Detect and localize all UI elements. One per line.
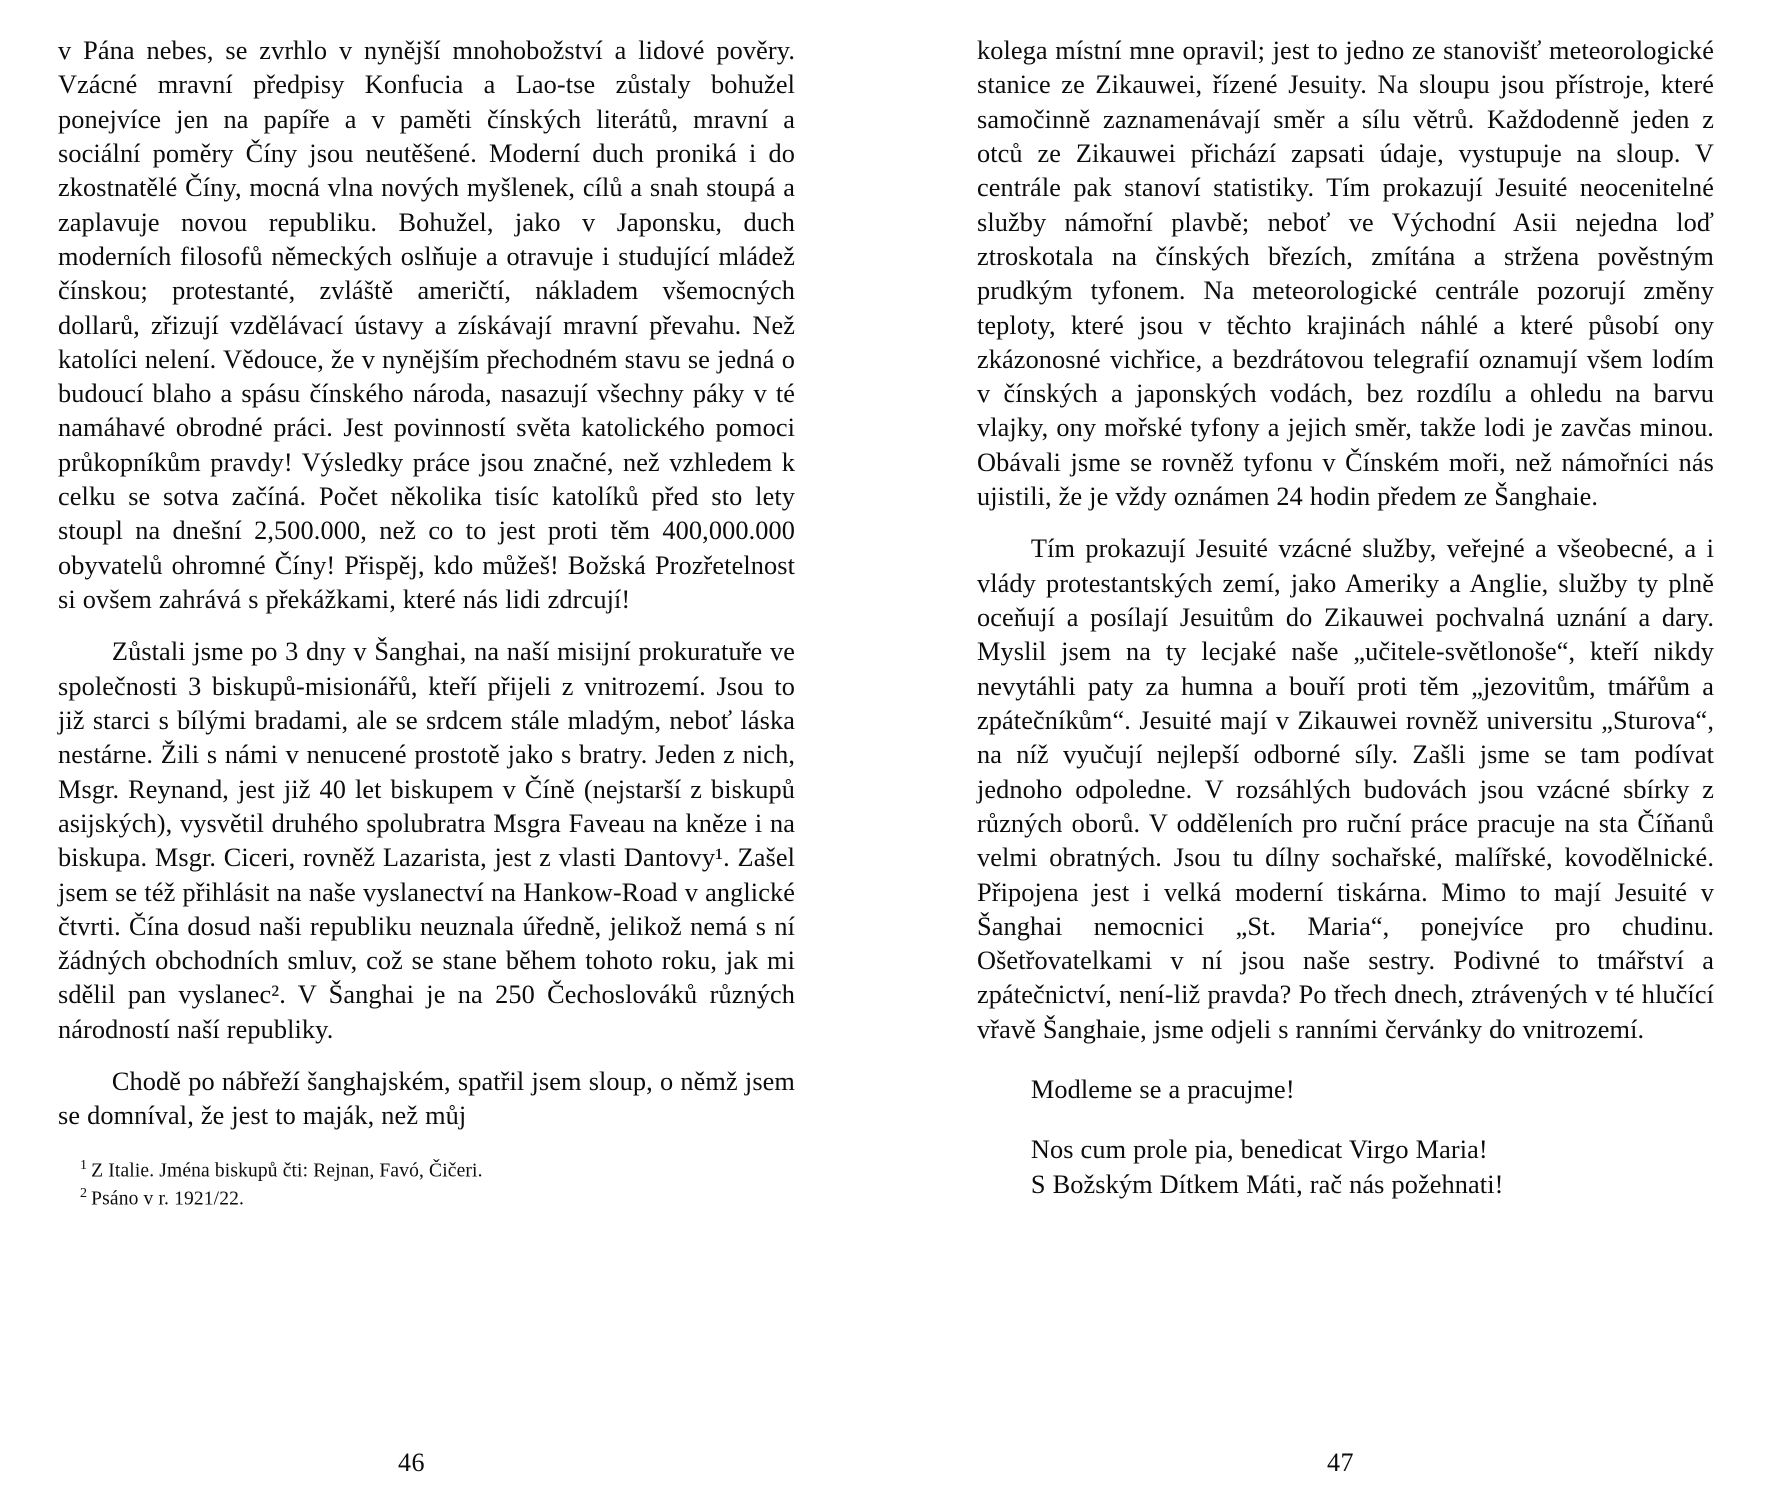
footnote-block — [58, 1156, 795, 1213]
footnote-item — [80, 1156, 795, 1184]
page-right — [887, 34, 1774, 1500]
paragraph-gap — [977, 1107, 1714, 1133]
footnote-marker: 2 — [80, 1185, 88, 1202]
paragraph: Zůstali jsme po 3 dny v Šanghai, na naší misijní prokuratuře ve společnosti 3 biskupů-misionářů, kteří přijeli z vnitrozemí. Jsou to již starci s bílými bradami, ale se srdcem stále mladým, neboť láska nestárne. Žili s námi v nenucené prostotě jako s bratry. Jeden z nich, Msgr. Reynand, jest již 40 let biskupem v Číně (nejstarší z biskupů asijských), vysvětil druhého spolubratra Msgra Faveau na kněze i na biskupa. Msgr. Ciceri, rovněž Lazarista, jest z vlasti Dantovy¹. Zašel jsem se též přihlásit na naše vyslanectví na Hankow-Road v anglické čtvrti. Čína dosud naši republiku neuznala úředně, jelikož nemá s ní žádných obchodních smluv, což se stane během tohoto roku, jak mi sdělil pan vyslanec². V Šanghai je na 250 Čechoslováků různých národností naší republiky. — [58, 637, 795, 1044]
paragraph: v Pána nebes, se zvrhlo v nynější mnohobožství a lidové pověry. Vzácné mravní předpisy Konfucia a Lao-tse zůstaly bohužel ponejvíce jen na papíře a v paměti čínských literátů, mravní a sociální poměry Číny jsou neutěšené. Moderní duch proniká i do zkostnatělé Číny, mocná vlna nových myšlenek, cílů a snah stoupá a zaplavuje novou republiku. Bohužel, jako v Japonsku, duch moderních filosofů německých oslňuje a otravuje i studující mládež čínskou; protestanté, zvláště američtí, nákladem všemocných dollarů, zřizují vzdělávací ústavy a získávají mravní převahu. Než katolíci nelení. Vědouce, že v nynějším přechodném stavu se jedná o budoucí blaho a spásu čínského národa, nasazují všechny páky v té namáhavé obrodné práci. Jest povinností světa katolického pomoci průkopníkům pravdy! Výsledky práce jsou značné, než vzhledem k celku se sotva začíná. Počet několika tisíc katolíků před sto lety stoupl na dnešní 2,500.000, než co to jest proti těm 400,000.000 obyvatelů ohromné Číny! Přispěj, kdo můžeš! Božská Prozřetelnost si ovšem zahrává s překážkami, které nás lidi zdrcují! — [58, 36, 795, 614]
page-number-left: 46 — [398, 1448, 425, 1477]
paragraph-gap — [977, 1047, 1714, 1073]
blessing-line: Nos cum prole pia, benedicat Virgo Maria! — [1030, 1135, 1488, 1165]
left-text-column — [58, 34, 795, 1448]
footnote-text: Psáno v r. 1921/22. — [91, 1188, 245, 1210]
blessing-line: S Božským Dítkem Máti, rač nás požehnati! — [1030, 1169, 1504, 1199]
closing-line: Modleme se a pracujme! — [1030, 1075, 1295, 1105]
paragraph: kolega místní mne opravil; jest to jedno ze stanovišť meteorologické stanice ze Zikauwei, řízené Jesuity. Na sloupu jsou přístroje, které samočinně zaznamenávají směr a sílu větrů. Každodenně jeden z otců ze Zikauwei přichází zapsati údaje, vystupuje na sloup. V centrále pak stanoví statistiky. Tím prokazují Jesuité neocenitelné služby námořní plavbě; neboť ve Východní Asii nejedna loď ztroskotala na čínských březích, zmítána a stržena pověstným prudkým tyfonem. Na meteorologické centrále pozorují změny teploty, které jsou v těchto krajinách náhlé a které působí ony zkázonosné vichřice, a bezdrátovou telegrafií oznamují všem lodím v čínských a japonských vodách, bez rozdílu a ohledu na barvu vlajky, ony mořské tyfony a jejich směr, takže lodi je zavčas minou. Obávali jsme se rovněž tyfonu v Čínském moři, než námořníci nás ujistili, že je vždy oznámen 24 hodin předem ze Šanghaie. — [977, 36, 1714, 512]
paragraph-gap — [58, 1047, 795, 1065]
paragraph: Chodě po nábřeží šanghajském, spatřil jsem sloup, o němž jsem se domníval, že jest to maják, než můj — [58, 1067, 795, 1131]
blessing-block — [977, 1133, 1714, 1202]
closing-block — [977, 1073, 1714, 1107]
paragraph-gap — [977, 514, 1714, 532]
right-text-column — [977, 34, 1714, 1448]
footnote-text: Z Italie. Jména biskupů čti: Rejnan, Favó, Čičeri. — [91, 1160, 483, 1182]
footnote-marker: 1 — [80, 1156, 88, 1173]
page-left — [0, 34, 887, 1500]
paragraph: Tím prokazují Jesuité vzácné služby, veřejné a všeobecné, a i vlády protestantských zemí, jako Ameriky a Anglie, služby ty plně oceňují a posílají Jesuitům do Zikauwei pochvalná uznání a dary. Myslil jsem na ty lecjaké naše „učitele-světlonoše“, kteří nikdy nevytáhli paty za humna a bouří proti těm „jezovitům, tmářům a zpátečníkům“. Jesuité mají v Zikauwei rovněž universitu „Sturova“, na níž vyučují nejlepší odborné síly. Zašli jsme se tam podívat jednoho odpoledne. V rozsáhlých budovách jsou vzácné sbírky z různých oborů. V odděleních pro ruční práce pracuje na sta Číňanů velmi obratných. Jsou tu dílny sochařské, malířské, kovodělnické. Připojena jest i velká moderní tiskárna. Mimo to mají Jesuité v Šanghai nemocnici „St. Maria“, ponejvíce pro chudinu. Ošetřovatelkami v ní jsou naše sestry. Podivné to tmářství a zpátečnictví, není-liž pravda? Po třech dnech, ztrávených v té hlučící vřavě Šanghaie, jsme odjeli s ranními červánky do vnitrozemí. — [977, 534, 1714, 1044]
footnote-item — [80, 1184, 795, 1212]
paragraph-gap — [58, 617, 795, 635]
page-number-right: 47 — [1327, 1448, 1354, 1477]
